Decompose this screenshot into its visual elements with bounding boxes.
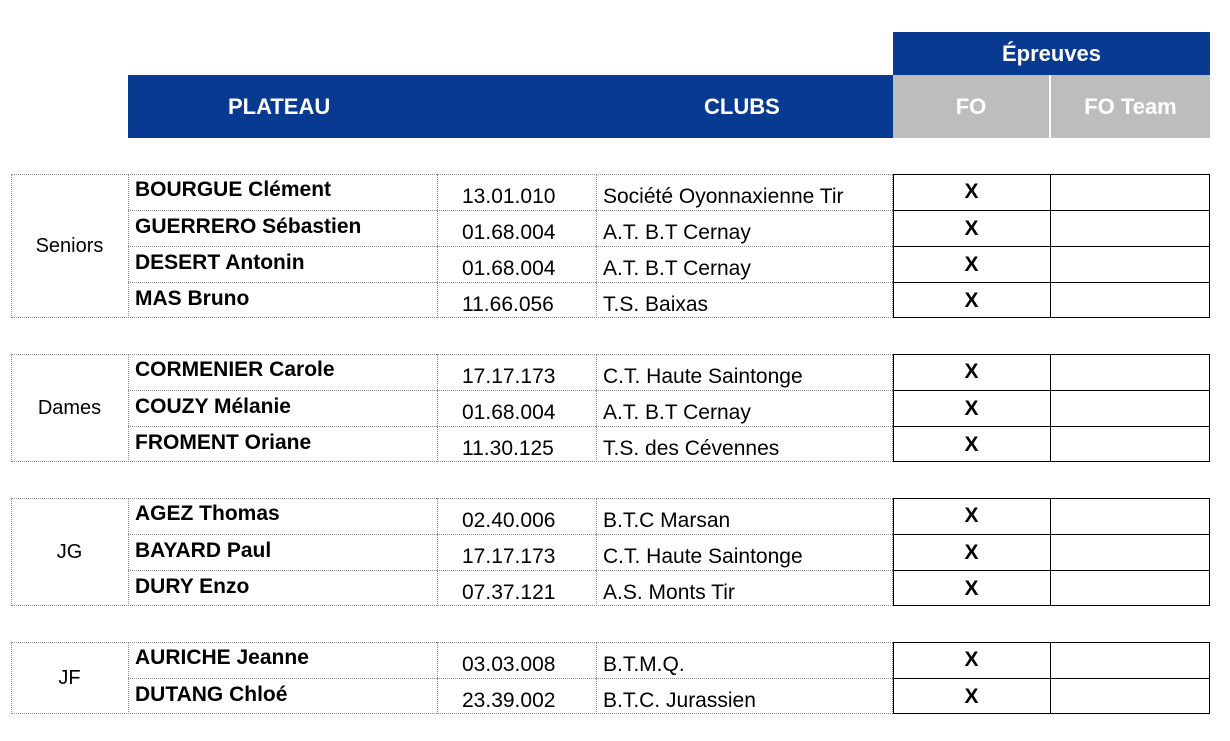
fo-team-mark xyxy=(1051,390,1210,426)
fo-mark: X xyxy=(893,210,1051,246)
fo-team-mark xyxy=(1051,642,1210,678)
club-code: 11.30.125 xyxy=(437,426,596,462)
fo-header xyxy=(893,75,1051,138)
category-label: JG xyxy=(56,540,83,563)
competitor-name: DESERT Antonin xyxy=(128,246,437,282)
club-name: B.T.C. Jurassien xyxy=(596,678,893,714)
header-bar xyxy=(128,75,893,138)
fo-mark: X xyxy=(893,354,1051,390)
fo-team-mark xyxy=(1051,174,1210,210)
club-name: B.T.C Marsan xyxy=(596,498,893,534)
plateau-header: PLATEAU xyxy=(228,93,331,119)
club-code: 02.40.006 xyxy=(437,498,596,534)
club-code: 07.37.121 xyxy=(437,570,596,606)
competitor-name: DURY Enzo xyxy=(128,570,437,606)
competitor-name: BOURGUE Clément xyxy=(128,174,437,210)
fo-team-mark xyxy=(1051,246,1210,282)
fo-team-mark xyxy=(1051,210,1210,246)
fo-mark: X xyxy=(893,678,1051,714)
fo-team-mark xyxy=(1051,678,1210,714)
fo-mark: X xyxy=(893,498,1051,534)
club-code: 23.39.002 xyxy=(437,678,596,714)
club-code: 01.68.004 xyxy=(437,390,596,426)
club-code: 01.68.004 xyxy=(437,210,596,246)
club-name: B.T.M.Q. xyxy=(596,642,893,678)
category-label: JF xyxy=(58,666,81,689)
club-code: 01.68.004 xyxy=(437,246,596,282)
club-code: 17.17.173 xyxy=(437,354,596,390)
club-code: 03.03.008 xyxy=(437,642,596,678)
club-name: T.S. des Cévennes xyxy=(596,426,893,462)
fo-mark: X xyxy=(893,174,1051,210)
club-name: A.S. Monts Tir xyxy=(596,570,893,606)
fo-mark: X xyxy=(893,570,1051,606)
fo-team-mark xyxy=(1051,534,1210,570)
clubs-header: CLUBS xyxy=(704,93,780,119)
competitor-name: CORMENIER Carole xyxy=(128,354,437,390)
fo-mark: X xyxy=(893,246,1051,282)
fo-mark: X xyxy=(893,642,1051,678)
category-label: Seniors xyxy=(35,234,104,257)
competitor-name: DUTANG Chloé xyxy=(128,678,437,714)
competitor-name: MAS Bruno xyxy=(128,282,437,318)
club-name: Société Oyonnaxienne Tir xyxy=(596,174,893,210)
fo-mark: X xyxy=(893,390,1051,426)
fo-team-mark xyxy=(1051,282,1210,318)
competitor-name: COUZY Mélanie xyxy=(128,390,437,426)
club-code: 17.17.173 xyxy=(437,534,596,570)
category-label: Dames xyxy=(37,396,102,419)
competitor-name: BAYARD Paul xyxy=(128,534,437,570)
club-name: A.T. B.T Cernay xyxy=(596,210,893,246)
club-name: A.T. B.T Cernay xyxy=(596,390,893,426)
club-code: 13.01.010 xyxy=(437,174,596,210)
competitor-name: GUERRERO Sébastien xyxy=(128,210,437,246)
competitor-name: AURICHE Jeanne xyxy=(128,642,437,678)
epreuves-header xyxy=(893,32,1210,75)
competitor-name: FROMENT Oriane xyxy=(128,426,437,462)
fo-team-mark xyxy=(1051,498,1210,534)
epreuves-label: Épreuves xyxy=(1001,40,1102,66)
fo-mark: X xyxy=(893,534,1051,570)
fo-team-mark xyxy=(1051,354,1210,390)
club-code: 11.66.056 xyxy=(437,282,596,318)
fo-team-mark xyxy=(1051,426,1210,462)
club-name: C.T. Haute Saintonge xyxy=(596,534,893,570)
fo-team-header xyxy=(1051,75,1210,138)
fo-mark: X xyxy=(893,282,1051,318)
competitor-name: AGEZ Thomas xyxy=(128,498,437,534)
club-name: T.S. Baixas xyxy=(596,282,893,318)
fo-mark: X xyxy=(893,426,1051,462)
club-name: C.T. Haute Saintonge xyxy=(596,354,893,390)
fo-team-mark xyxy=(1051,570,1210,606)
fo-team-header-label: FO Team xyxy=(1084,93,1177,119)
club-name: A.T. B.T Cernay xyxy=(596,246,893,282)
fo-header-label: FO xyxy=(955,93,987,119)
